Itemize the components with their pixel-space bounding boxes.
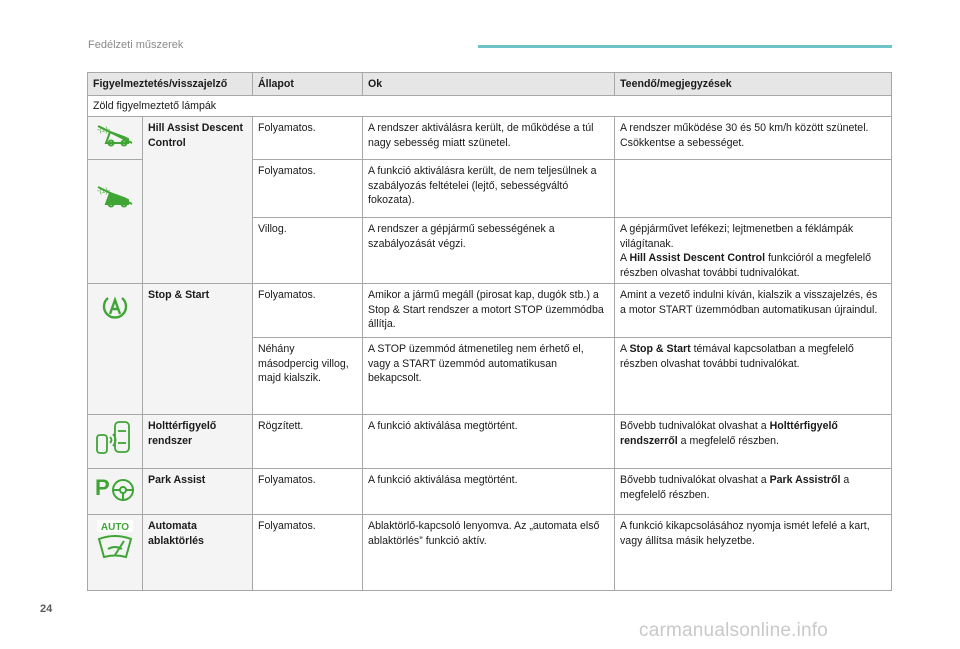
warning-icon-cell — [88, 160, 143, 284]
warning-icon-cell — [88, 284, 143, 415]
warning-icon-cell — [88, 515, 143, 591]
action-cell: Amint a vezető indulni kíván, kialszik a visszajelzés, és a motor START üzemmódban automatikusan újraindul. — [615, 284, 892, 338]
hill-descent-active-icon — [94, 182, 136, 208]
state-cell: Folyamatos. — [253, 515, 363, 591]
chapter-accent-bar — [478, 45, 892, 48]
state-cell: Rögzített. — [253, 415, 363, 469]
action-cell — [615, 469, 892, 515]
stop-start-icon — [100, 292, 130, 322]
cause-cell: A funkció aktiválása megtörtént. — [363, 469, 615, 515]
warning-name-auto-wiper: Automata ablaktörlés — [143, 515, 253, 591]
cause-cell: Amikor a jármű megáll (pirosat kap, dugók stb.) a Stop & Start rendszer a motort STOP üzemmódba állítja. — [363, 284, 615, 338]
cause-cell: A rendszer a gépjármű sebességének a szabályozását végzi. — [363, 218, 615, 284]
svg-text:P: P — [95, 475, 110, 500]
hill-descent-icon — [94, 121, 136, 147]
column-header-warning: Figyelmeztetés/visszajelző — [88, 73, 253, 96]
action-text: Bővebb tudnivalókat olvashat a — [620, 474, 770, 486]
action-text: a megfelelő részben. — [620, 474, 850, 501]
warning-icon-cell — [88, 117, 143, 160]
table-row — [88, 469, 892, 515]
svg-text:-(±)-: -(±)- — [97, 188, 111, 195]
action-text: funkcióról a megfelelő részben olvashat további tudnivalókat. — [620, 252, 872, 279]
warning-name-park-assist: Park Assist — [143, 469, 253, 515]
cause-cell: A funkció aktiválásra került, de nem teljesülnek a szabályozás feltételei (lejtő, sebességváltó fokozata). — [363, 160, 615, 218]
action-text: a megfelelő részben. — [677, 434, 779, 447]
action-bold-text: Stop & Start — [629, 343, 691, 355]
cause-cell: A STOP üzemmód átmenetileg nem érhető el, vagy a START üzemmód automatikusan bekapcsolt. — [363, 338, 615, 415]
action-cell — [615, 338, 892, 415]
action-cell — [615, 415, 892, 469]
cause-cell: A rendszer aktiválásra került, de működése a túl nagy sebesség miatt szünetel. — [363, 117, 615, 160]
warning-name-blind-spot: Holttérfigyelő rendszer — [143, 415, 253, 469]
table-row — [88, 415, 892, 469]
action-text: A — [620, 343, 630, 355]
state-cell: Folyamatos. — [253, 284, 363, 338]
action-bold-text: Holttérfigyelő rendszerről — [620, 420, 838, 447]
warning-icon-cell — [88, 415, 143, 469]
column-header-action: Teendő/megjegyzések — [615, 73, 892, 96]
park-assist-icon — [93, 473, 137, 505]
auto-label: AUTO — [100, 522, 130, 533]
action-text: A gépjárművet lefékezi; lejtmenetben a féklámpák világítanak. — [620, 223, 854, 250]
action-cell: A rendszer működése 30 és 50 km/h között szünetel. Csökkentse a sebességet. — [615, 117, 892, 160]
warning-name-hill-assist: Hill Assist Descent Control — [143, 117, 253, 284]
state-cell: Néhány másodpercig villog, majd kialszik. — [253, 338, 363, 415]
state-cell: Folyamatos. — [253, 117, 363, 160]
chapter-title: Fedélzeti műszerek — [88, 39, 184, 51]
page-number: 24 — [40, 603, 53, 615]
warning-lights-table — [87, 72, 892, 591]
action-cell — [615, 218, 892, 284]
action-cell: A funkció kikapcsolásához nyomja ismét lefelé a kart, vagy állítsa másik helyzetbe. — [615, 515, 892, 591]
state-cell: Folyamatos. — [253, 469, 363, 515]
warning-name-stop-start: Stop & Start — [143, 284, 253, 415]
watermark: carmanualsonline.info — [639, 620, 829, 641]
action-text: Bővebb tudnivalókat olvashat a — [620, 420, 770, 432]
table-row — [88, 117, 892, 160]
section-label: Zöld figyelmeztető lámpák — [88, 96, 892, 117]
warning-icon-cell — [88, 469, 143, 515]
action-bold-text: Hill Assist Descent Control — [629, 252, 766, 265]
table-row — [88, 515, 892, 591]
cause-cell: Ablaktörlő-kapcsoló lenyomva. Az „automata első ablaktörlés” funkció aktív. — [363, 515, 615, 591]
auto-wiper-icon — [93, 519, 137, 565]
cause-cell: A funkció aktiválása megtörtént. — [363, 415, 615, 469]
state-cell: Folyamatos. — [253, 160, 363, 218]
table-row — [88, 284, 892, 338]
column-header-cause: Ok — [363, 73, 615, 96]
section-row — [88, 96, 892, 117]
action-text: témával kapcsolatban a megfelelő részben olvashat további tudnivalókat. — [620, 343, 854, 370]
column-header-state: Állapot — [253, 73, 363, 96]
action-cell — [615, 160, 892, 218]
action-text: A — [620, 252, 630, 265]
svg-text:-(±)-: -(±)- — [97, 127, 111, 134]
state-cell: Villog. — [253, 218, 363, 284]
action-bold-text: Park Assistről — [769, 474, 841, 486]
blind-spot-icon — [93, 419, 137, 457]
table-header-row — [88, 73, 892, 96]
